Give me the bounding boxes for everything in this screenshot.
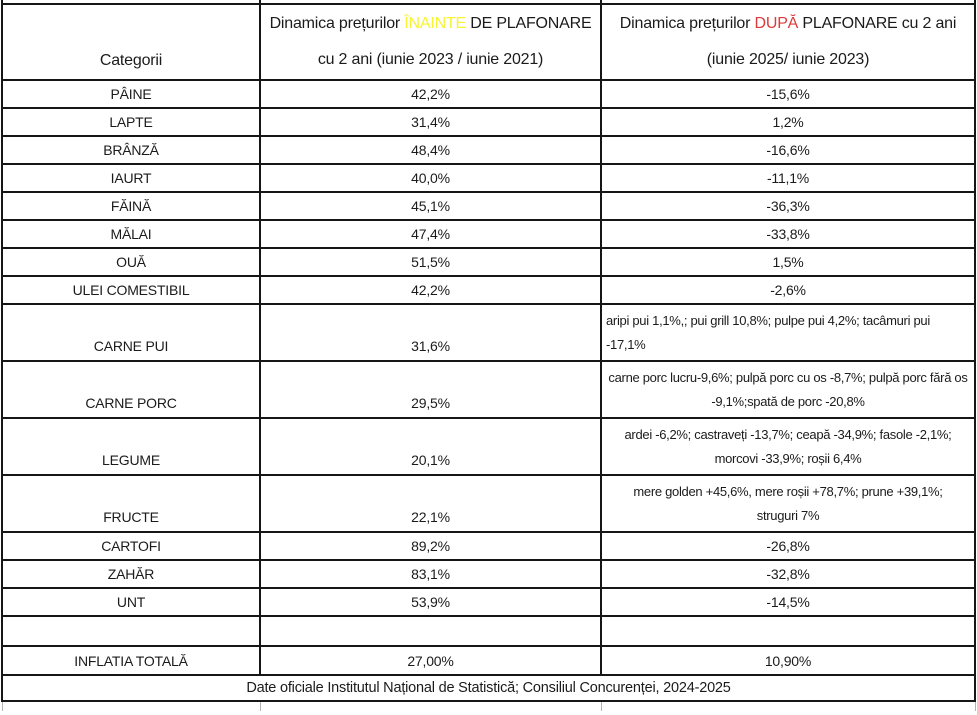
category-cell: ZAHĂR [2,560,260,588]
header-categories: Categorii [2,4,260,80]
category-cell: UNT [2,588,260,616]
after-value-cell: -36,3% [601,192,975,220]
category-cell: OUĂ [2,248,260,276]
category-cell: PÂINE [2,80,260,108]
after-value-cell: 1,5% [601,248,975,276]
cutoff-bottom-row [2,701,975,711]
before-value-cell: 51,5% [260,248,601,276]
after-value-cell: -33,8% [601,220,975,248]
after-value-cell: carne porc lucru-9,6%; pulpă porc cu os -8,7%; pulpă porc fără os -9,1%;spată de porc -20,8% [601,361,975,418]
before-value-cell: 31,6% [260,304,601,361]
table-row [2,560,975,588]
after-value-cell: ardei -6,2%; castraveți -13,7%; ceapă -34,9%; fasole -2,1%; morcovi -33,9%; roșii 6,4% [601,418,975,475]
before-value-cell: 20,1% [260,418,601,475]
table-row [2,192,975,220]
table-row [2,532,975,560]
category-cell: MĂLAI [2,220,260,248]
before-value-cell: 47,4% [260,220,601,248]
highlight-dupa: DUPĂ [754,15,799,32]
before-value-cell: 89,2% [260,532,601,560]
after-value-cell: aripi pui 1,1%,; pui grill 10,8%; pulpe pui 4,2%; tacâmuri pui -17,1% [601,304,975,361]
after-value-cell: -15,6% [601,80,975,108]
header-after-line2: (iunie 2025/ iunie 2023) [706,51,870,68]
header-before-line2: cu 2 ani (iunie 2023 / iunie 2021) [317,51,544,68]
before-value-cell: 42,2% [260,276,601,304]
category-cell: LAPTE [2,108,260,136]
category-cell: LEGUME [2,418,260,475]
category-cell: FRUCTE [2,475,260,532]
table-row [2,475,975,532]
before-value-cell: 42,2% [260,80,601,108]
before-value-cell: 31,4% [260,108,601,136]
before-value-cell: 40,0% [260,164,601,192]
table-row [2,276,975,304]
highlight-inainte: ÎNAINTE [404,15,466,32]
table-row [2,108,975,136]
after-value-cell: mere golden +45,6%, mere roșii +78,7%; prune +39,1%; struguri 7% [601,475,975,532]
table-row [2,418,975,475]
after-value-cell: -14,5% [601,588,975,616]
before-value-cell: 48,4% [260,136,601,164]
after-value-cell: 1,2% [601,108,975,136]
total-label: INFLATIA TOTALĂ [2,646,260,675]
header-before-plafonare [260,4,601,80]
table-row [2,164,975,192]
category-cell: ULEI COMESTIBIL [2,276,260,304]
before-value-cell: 22,1% [260,475,601,532]
table-row [2,248,975,276]
table-row [2,588,975,616]
category-cell: FĂINĂ [2,192,260,220]
after-value-cell: -32,8% [601,560,975,588]
header-before-line1: Dinamica prețurilor ÎNAINTE DE PLAFONARE [269,15,592,32]
header-after-line1: Dinamica prețurilor DUPĂ PLAFONARE cu 2 ani [619,15,957,32]
empty-spacer-row [2,616,975,646]
total-after-value: 10,90% [601,646,975,675]
category-cell: CARNE PUI [2,304,260,361]
header-after-plafonare [601,4,975,80]
before-value-cell: 29,5% [260,361,601,418]
total-row [2,646,975,675]
after-value-cell: -2,6% [601,276,975,304]
after-value-cell: -26,8% [601,532,975,560]
table-row [2,220,975,248]
table-row [2,304,975,361]
after-value-cell: -11,1% [601,164,975,192]
table-row [2,80,975,108]
table-row [2,361,975,418]
table-row [2,136,975,164]
before-value-cell: 45,1% [260,192,601,220]
price-dynamics-table [1,0,976,711]
table-body [2,80,975,616]
after-value-cell: -16,6% [601,136,975,164]
category-cell: IAURT [2,164,260,192]
category-cell: CARTOFI [2,532,260,560]
header-row [2,4,975,80]
total-before-value: 27,00% [260,646,601,675]
before-value-cell: 53,9% [260,588,601,616]
category-cell: BRÂNZĂ [2,136,260,164]
before-value-cell: 83,1% [260,560,601,588]
category-cell: CARNE PORC [2,361,260,418]
source-note: Date oficiale Institutul Național de Statistică; Consiliul Concurenței, 2024-2025 [2,675,975,701]
source-note-row [2,675,975,701]
